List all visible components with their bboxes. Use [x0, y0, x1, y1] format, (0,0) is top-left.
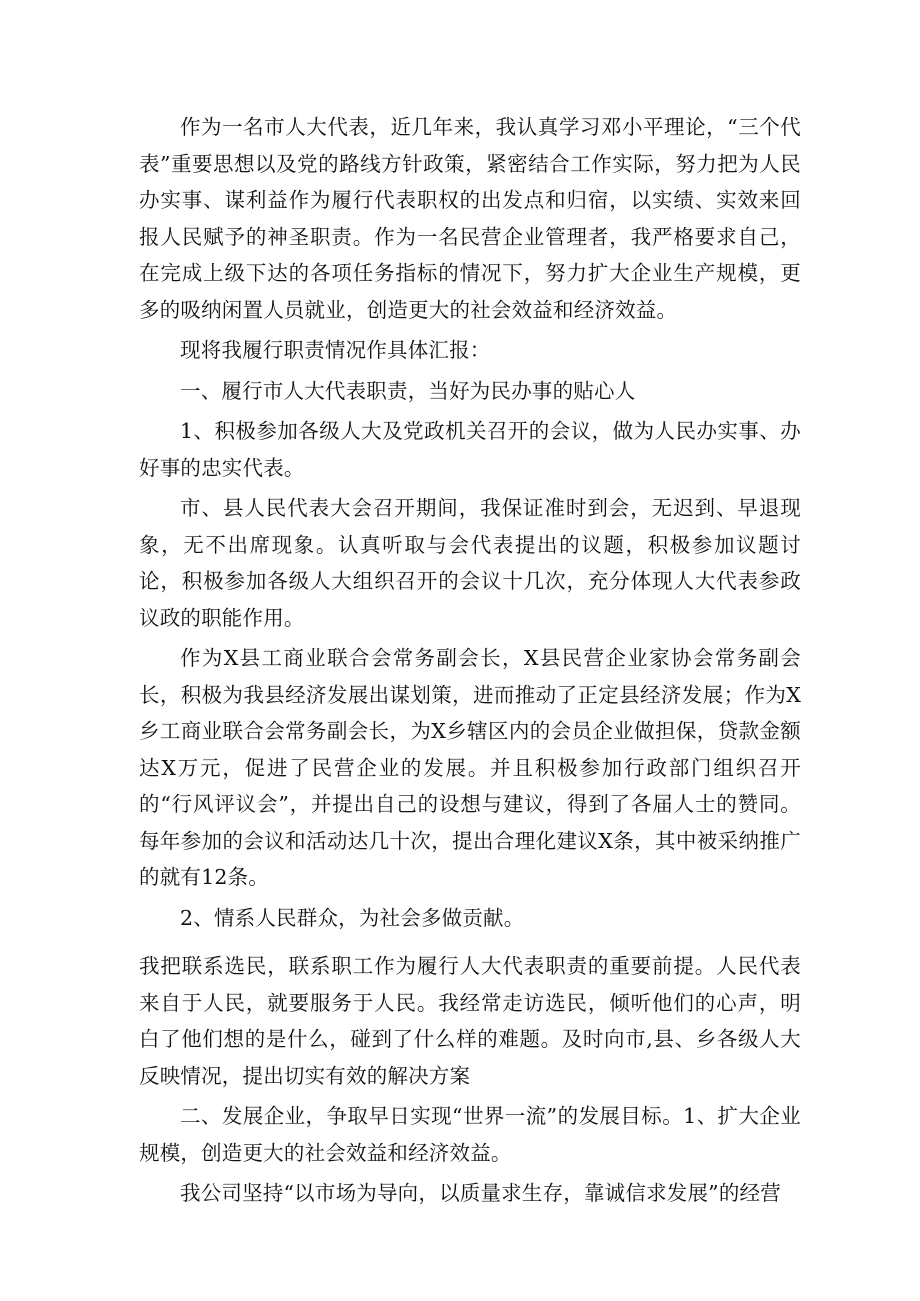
- paragraph-chamber-roles: 作为X县工商业联合会常务副会长，X县民营企业家协会常务副会长，积极为我县经济发展出谋划策，进而推动了正定县经济发展；作为X乡工商业联合会常务副会长，为X乡辖区内的会员企业做担保，贷款金额达X万元，促进了民营企业的发展。并且积极参加行政部门组织召开的“行风评议会”，并提出自己的设想与建议，得到了各届人士的赞同。每年参加的会议和活动达几十次，提出合理化建议X条，其中被采纳推广的就有12条。: [139, 646, 801, 889]
- section-heading-2: 二、发展企业，争取早日实现“世界一流”的发展目标。1、扩大企业规模，创造更大的社会效益和经济效益。: [139, 1104, 801, 1165]
- subheading-1-1: 1、积极参加各级人大及党政机关召开的会议，做为人民办实事、办好事的忠实代表。: [139, 419, 801, 480]
- paragraph-report-lead: 现将我履行职责情况作具体汇报：: [180, 338, 491, 362]
- section-heading-1: 一、履行市人大代表职责，当好为民办事的贴心人: [180, 378, 636, 403]
- paragraph-meetings: 市、县人民代表大会召开期间，我保证准时到会，无迟到、早退现象，无不出席现象。认真听取与会代表提出的议题，积极参加议题讨论，积极参加各级人大组织召开的会议十几次，充分体现人大代表参政议政的职能作用。: [139, 496, 801, 630]
- paragraph-company: 我公司坚持“以市场为导向，以质量求生存，靠诚信求发展”的经营: [180, 1181, 781, 1205]
- document-body: [139, 109, 801, 1212]
- paragraph-intro: 作为一名市人大代表，近几年来，我认真学习邓小平理论，“三个代表”重要思想以及党的路线方针政策，紧密结合工作实际，努力把为人民办实事、谋利益作为履行代表职权的出发点和归宿，以实绩、实效来回报人民赋予的神圣职责。作为一名民营企业管理者，我严格要求自己，在完成上级下达的各项任务指标的情况下，努力扩大企业生产规模，更多的吸纳闲置人员就业，创造更大的社会效益和经济效益。: [139, 115, 801, 322]
- paragraph-constituents: 我把联系选民，联系职工作为履行人大代表职责的重要前提。人民代表来自于人民，就要服务于人民。我经常走访选民，倾听他们的心声，明白了他们想的是什么，碰到了什么样的难题。及时向市,县、乡各级人大反映情况，提出切实有效的解决方案: [139, 954, 801, 1088]
- subheading-1-2: 2、情系人民群众，为社会多做贡献。: [180, 905, 525, 930]
